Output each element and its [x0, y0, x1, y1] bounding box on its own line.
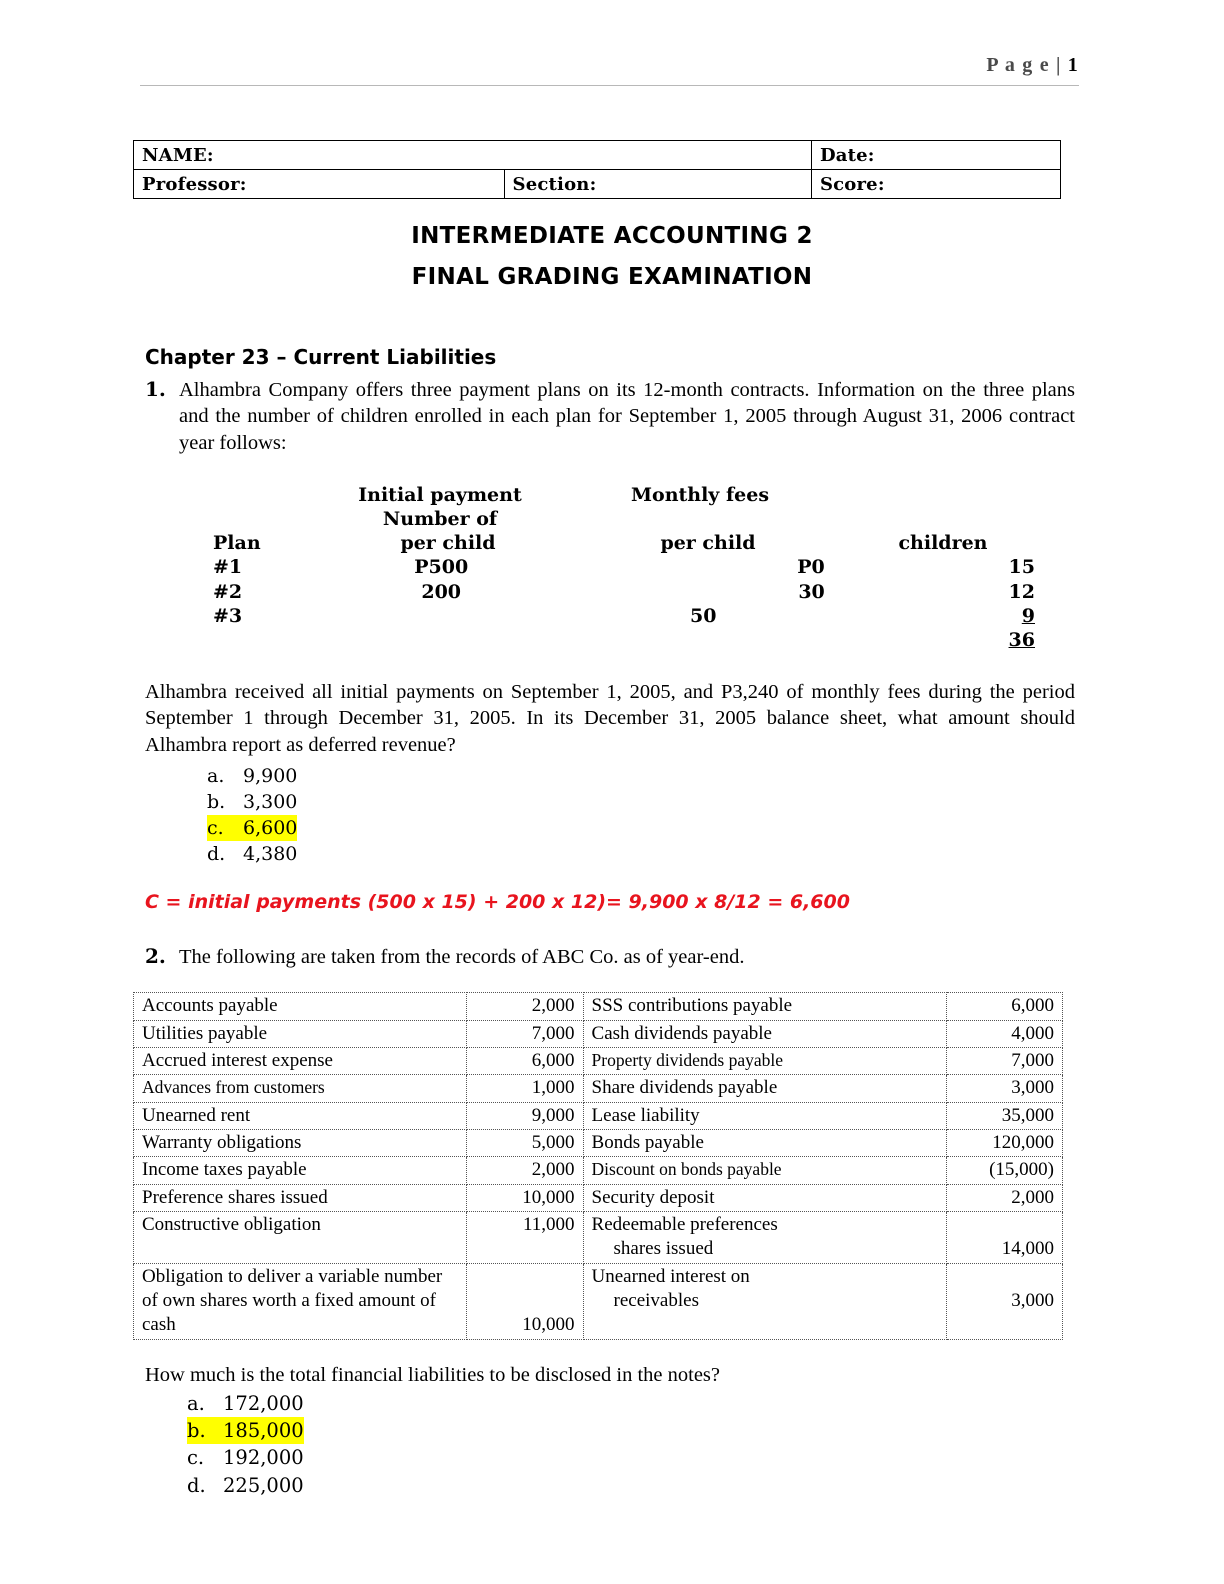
question-1-paragraph: Alhambra received all initial payments on September 1, 2005, and P3,240 of monthly fees during the period September 1 through December 31, 2005. In its December 31, 2005 balance sheet, what amount should Alhambra report as deferred revenue? [145, 680, 1075, 756]
plans-total-row [205, 628, 1065, 652]
plans-table [205, 483, 1065, 653]
table-row [134, 1048, 1063, 1075]
table-row [205, 580, 1065, 604]
plans-header-per-child-initial: per child [400, 532, 496, 555]
plans-header-row-3 [205, 531, 1065, 555]
account-name-left: Constructive obligation [134, 1211, 467, 1263]
table-row [134, 141, 1061, 170]
account-name-right: Share dividends payable [583, 1075, 946, 1102]
table-row [134, 170, 1061, 199]
section-field-label: Section: [504, 170, 811, 199]
account-amount-left: 5,000 [467, 1130, 583, 1157]
question-1-text: Alhambra Company offers three payment plans on its 12-month contracts. Information on the three plans and the number of children enrolled in each plan for September 1, 2005 through August 31, 2006 contract year follows: [179, 378, 1075, 454]
date-field-label: Date: [811, 141, 1060, 170]
spacer [565, 507, 835, 531]
account-amount-right: 3,000 [946, 1263, 1062, 1339]
account-amount-right: 2,000 [946, 1184, 1062, 1211]
account-amount-left: 2,000 [467, 1157, 583, 1184]
account-name-right-line2: receivables [613, 1289, 699, 1311]
choice-b-value: 185,000 [223, 1419, 304, 1443]
account-amount-left: 11,000 [467, 1211, 583, 1263]
choice-b[interactable] [187, 1417, 304, 1444]
spacer [205, 483, 315, 507]
plans-header-row-2 [205, 507, 1065, 531]
choice-b[interactable] [207, 789, 1075, 815]
account-name-right: SSS contributions payable [583, 993, 946, 1020]
account-name-right: Property dividends payable [583, 1048, 946, 1075]
account-amount-left: 9,000 [467, 1102, 583, 1129]
choice-c-value: 6,600 [243, 817, 298, 840]
plan-initial-payment [322, 604, 570, 628]
plan-initial-payment: 200 [421, 580, 462, 603]
plan-name: #2 [213, 580, 243, 603]
account-name-left: Unearned rent [134, 1102, 467, 1129]
choice-d-label: d. [207, 843, 226, 866]
spacer [205, 507, 315, 531]
table-row [134, 1075, 1063, 1102]
table-row [134, 1263, 1063, 1339]
account-name-left: Warranty obligations [134, 1130, 467, 1157]
account-name-left: Preference shares issued [134, 1184, 467, 1211]
choice-c[interactable] [207, 815, 297, 841]
table-row [134, 1102, 1063, 1129]
choice-d-label: d. [187, 1473, 206, 1497]
choice-d-value: 4,380 [243, 843, 298, 866]
account-name-left: Income taxes payable [134, 1157, 467, 1184]
choice-a-value: 9,900 [243, 764, 298, 787]
account-amount-right: 4,000 [946, 1020, 1062, 1047]
table-row [134, 993, 1063, 1020]
choice-a[interactable] [187, 1390, 1075, 1417]
choice-b-label: b. [207, 790, 226, 813]
header-divider [140, 85, 1079, 86]
spacer [835, 507, 1035, 531]
plans-total-children: 36 [1008, 629, 1035, 652]
account-name-right-line2: shares issued [613, 1238, 714, 1260]
choice-c-label: c. [207, 817, 224, 840]
table-row [134, 1020, 1063, 1047]
name-field-label: NAME: [134, 141, 812, 170]
account-name-right: Security deposit [583, 1184, 946, 1211]
question-2-text: The following are taken from the records of ABC Co. as of year-end. [179, 945, 745, 968]
account-amount-left: 1,000 [467, 1075, 583, 1102]
accounts-table [133, 992, 1063, 1339]
choice-a-label: a. [187, 1391, 205, 1415]
chapter-heading: Chapter 23 – Current Liabilities [145, 345, 497, 369]
spacer [835, 483, 1035, 507]
table-row [134, 1211, 1063, 1263]
plans-header-monthly-fees: Monthly fees [630, 483, 770, 506]
account-amount-right: 3,000 [946, 1075, 1062, 1102]
table-row [205, 604, 1065, 628]
account-amount-left: 10,000 [467, 1184, 583, 1211]
plan-monthly-fee: P0 [797, 556, 825, 579]
account-amount-left: 7,000 [467, 1020, 583, 1047]
account-name-right [583, 1211, 946, 1263]
question-2-number: 2. [145, 943, 166, 968]
plan-initial-payment: P500 [414, 556, 469, 579]
professor-field-label: Professor: [134, 170, 505, 199]
plans-header-initial-payment: Initial payment [358, 483, 522, 506]
account-amount-left: 10,000 [467, 1263, 583, 1339]
exam-title-line1: INTERMEDIATE ACCOUNTING 2 [411, 223, 813, 249]
table-row [134, 1157, 1063, 1184]
plan-monthly-fee: 50 [690, 605, 717, 628]
question-1 [145, 377, 1075, 457]
page-header [140, 54, 1079, 77]
plan-name: #1 [213, 556, 243, 579]
table-row [134, 1184, 1063, 1211]
choice-c-label: c. [187, 1446, 205, 1470]
account-name-left: Utilities payable [134, 1020, 467, 1047]
account-amount-left: 2,000 [467, 993, 583, 1020]
account-amount-right: 14,000 [946, 1211, 1062, 1263]
account-amount-right: 7,000 [946, 1048, 1062, 1075]
table-row [134, 1130, 1063, 1157]
account-amount-right: 6,000 [946, 993, 1062, 1020]
account-amount-left: 6,000 [467, 1048, 583, 1075]
choice-d[interactable] [187, 1472, 1075, 1499]
choice-b-value: 3,300 [243, 790, 298, 813]
plans-header-number-of: Number of [382, 507, 498, 530]
choice-a[interactable] [207, 763, 1075, 789]
account-name-left: Advances from customers [134, 1075, 467, 1102]
account-name-right: Bonds payable [583, 1130, 946, 1157]
plan-children-count: 15 [1008, 556, 1035, 579]
account-name-right: Discount on bonds payable [583, 1157, 946, 1184]
question-2-choices [187, 1390, 1075, 1499]
choice-a-value: 172,000 [223, 1391, 304, 1415]
exam-title-line2: FINAL GRADING EXAMINATION [411, 264, 813, 290]
choice-a-label: a. [207, 764, 225, 787]
question-1-number: 1. [145, 376, 166, 401]
account-name-right: Cash dividends payable [583, 1020, 946, 1047]
spacer [205, 628, 835, 652]
page-number: 1 [1067, 54, 1079, 76]
table-row [205, 555, 1065, 579]
score-field-label: Score: [811, 170, 1060, 199]
choice-c-value: 192,000 [223, 1446, 304, 1470]
plans-header-children: children [898, 532, 988, 555]
plan-children-count: 9 [1021, 605, 1035, 628]
account-amount-right: 120,000 [946, 1130, 1062, 1157]
question-1-choices [207, 763, 1075, 868]
account-name-right-line1: Unearned interest on [591, 1265, 750, 1287]
plans-header-per-child-monthly: per child [660, 532, 756, 555]
account-name-left: Accounts payable [134, 993, 467, 1020]
document-body [142, 345, 1075, 1499]
plan-children-count: 12 [1008, 580, 1035, 603]
account-name-left: Accrued interest expense [134, 1048, 467, 1075]
account-name-right-line1: Redeemable preferences [591, 1213, 778, 1235]
plan-name: #3 [213, 605, 243, 628]
choice-c[interactable] [187, 1444, 1075, 1471]
choice-d[interactable] [207, 841, 1075, 867]
account-name-right [583, 1263, 946, 1339]
question-2-prompt: How much is the total financial liabilities to be disclosed in the notes? [145, 1363, 721, 1386]
plans-header-plan: Plan [213, 532, 261, 555]
question-2 [145, 944, 1075, 971]
question-1-solution: C = initial payments (500 x 15) + 200 x 12)= 9,900 x 8/12 = 6,600 [145, 890, 850, 913]
student-info-table [133, 140, 1061, 199]
account-name-left: Obligation to deliver a variable number of own shares worth a fixed amount of cash [134, 1263, 467, 1339]
account-amount-right: 35,000 [946, 1102, 1062, 1129]
plans-header-row-1 [205, 483, 1065, 507]
plan-monthly-fee: 30 [798, 580, 825, 603]
choice-d-value: 225,000 [223, 1473, 304, 1497]
choice-b-label: b. [187, 1419, 206, 1443]
page-label: P a g e | [986, 54, 1062, 76]
account-name-right: Lease liability [583, 1102, 946, 1129]
account-amount-right: (15,000) [946, 1157, 1062, 1184]
